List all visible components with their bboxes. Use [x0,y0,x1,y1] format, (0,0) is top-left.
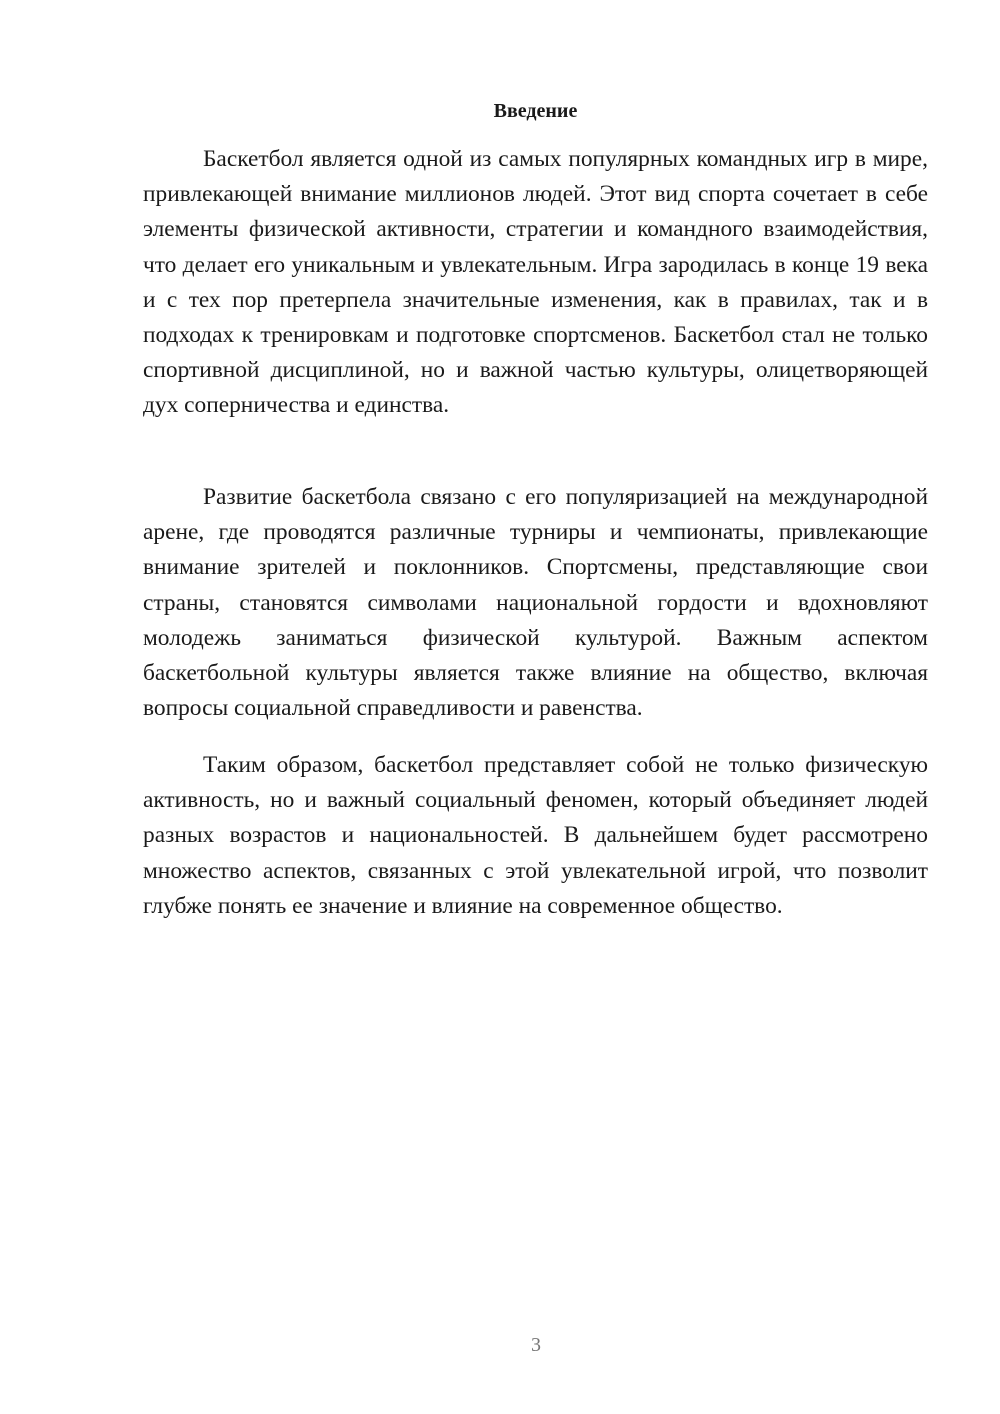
page-number: 3 [531,1334,541,1356]
paragraph-3: Таким образом, баскетбол представляет собой не только физическую активность, но и важный социальный феномен, который объединяет людей разных возрастов и национальностей. В дальнейшем будет рассмотрено множество аспектов, связанных с этой увлекательной игрой, что позволит глубже понять ее значение и влияние на современное общество. [143,752,928,919]
section-heading: Введение [493,100,578,122]
paragraph-1: Баскетбол является одной из самых популярных командных игр в мире, привлекающей внимание миллионов людей. Этот вид спорта сочетает в себе элементы физической активности, стратегии и командного взаимодействия, что делает его уникальным и увлекательным. Игра зародилась в конце 19 века и с тех пор претерпела значительные изменения, как в правилах, так и в подходах к тренировкам и подготовке спортсменов. Баскетбол стал не только спортивной дисциплиной, но и важной частью культуры, олицетворяющей дух соперничества и единства. [143,146,928,419]
paragraph-2: Развитие баскетбола связано с его популяризацией на международной арене, где проводятся различные турниры и чемпионаты, привлекающие внимание зрителей и поклонников. Спортсмены, представляющие свои страны, становятся символами национальной гордости и вдохновляют молодежь заниматься физической культурой. Важным аспектом баскетбольной культуры является также влияние на общество, включая вопросы социальной справедливости и равенства. [143,484,928,722]
